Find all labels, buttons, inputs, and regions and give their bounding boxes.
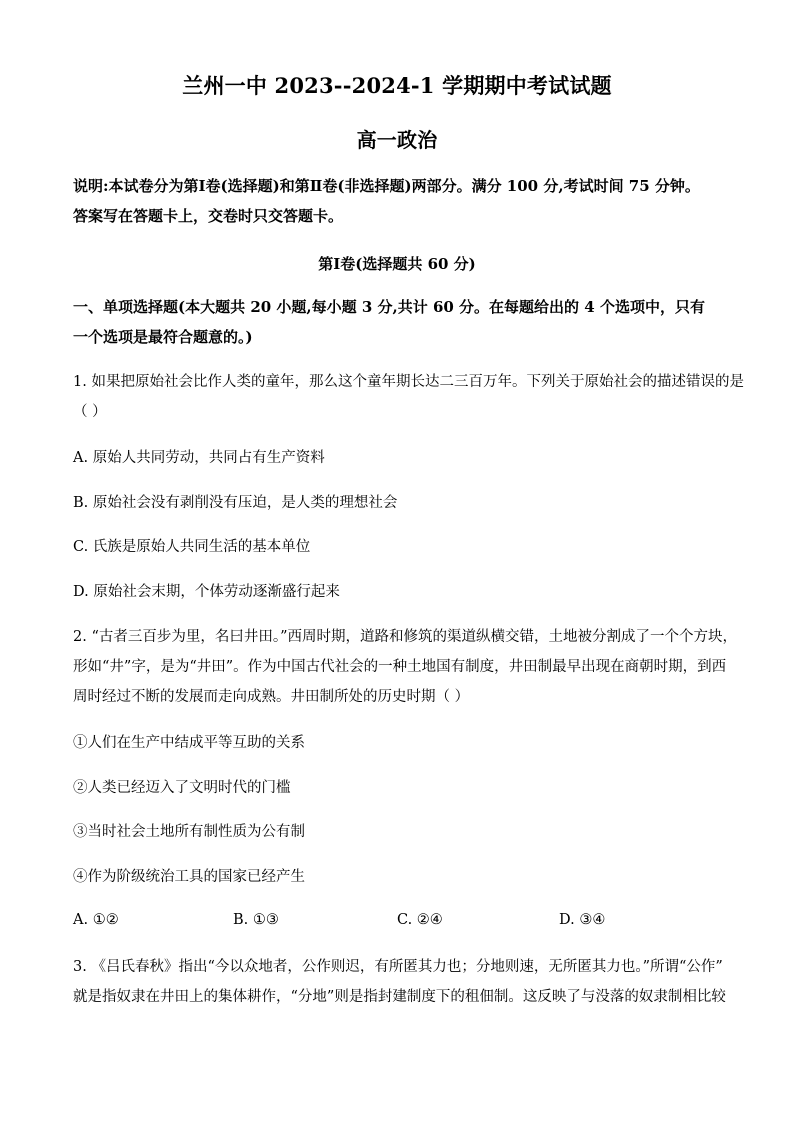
- q1-stem-line-1: 1. 如果把原始社会比作人类的童年，那么这个童年期长达二三百万年。下列关于原始社会的描述错误的是: [73, 374, 744, 390]
- exam-subject: 高一政治: [356, 128, 438, 152]
- q1-option-d: D. 原始社会末期，个体劳动逐渐盛行起来: [73, 584, 340, 600]
- q2-statement-3: ③当时社会土地所有制性质为公有制: [73, 824, 305, 840]
- section1-line-1: 一、单项选择题(本大题共 20 小题,每小题 3 分,共计 60 分。在每题给出的 4 个选项中，只有: [73, 298, 705, 316]
- q2-choice-a: A. ①②: [73, 912, 119, 928]
- q2-stem-line-3: 周时经过不断的发展而走向成熟。井田制所处的历史时期（ ）: [73, 689, 470, 705]
- instructions-line-2: 答案写在答题卡上，交卷时只交答题卡。: [73, 207, 344, 225]
- q2-choice-c: C. ②④: [397, 912, 443, 928]
- part1-title: 第Ⅰ卷(选择题共 60 分): [318, 255, 476, 273]
- q2-choices-row: [73, 912, 733, 932]
- section1-line-2: 一个选项是最符合题意的。): [73, 328, 253, 346]
- q1-stem-line-2: （ ）: [73, 404, 107, 420]
- q2-statement-2: ②人类已经迈入了文明时代的门槛: [73, 780, 291, 796]
- q2-choice-b: B. ①③: [233, 912, 279, 928]
- q3-stem-line-1: 3. 《吕氏春秋》指出“今以众地者，公作则迟，有所匿其力也；分地则速，无所匿其力也。”所谓“公作”: [73, 959, 723, 975]
- q2-choice-d: D. ③④: [559, 912, 606, 928]
- q2-stem-line-1: 2. “古者三百步为里，名曰井田。”西周时期，道路和修筑的渠道纵横交错，土地被分割成了一个个方块，: [73, 629, 738, 645]
- instructions-line-1: 说明:本试卷分为第Ⅰ卷(选择题)和第Ⅱ卷(非选择题)两部分。满分 100 分,考试时间 75 分钟。: [73, 177, 700, 195]
- q2-statement-4: ④作为阶级统治工具的国家已经产生: [73, 869, 305, 885]
- q2-stem-line-2: 形如“井”字，是为“井田”。作为中国古代社会的一种土地国有制度，井田制最早出现在商朝时期，到西: [73, 659, 727, 675]
- q1-option-a: A. 原始人共同劳动，共同占有生产资料: [73, 450, 325, 466]
- q1-option-b: B. 原始社会没有剥削没有压迫，是人类的理想社会: [73, 495, 398, 511]
- q3-stem-line-2: 就是指奴隶在井田上的集体耕作，“分地”则是指封建制度下的租佃制。这反映了与没落的奴隶制相比较: [73, 989, 726, 1005]
- q2-statement-1: ①人们在生产中结成平等互助的关系: [73, 735, 305, 751]
- exam-title: 兰州一中 2023--2024-1 学期期中考试试题: [182, 73, 612, 98]
- q1-option-c: C. 氏族是原始人共同生活的基本单位: [73, 539, 311, 555]
